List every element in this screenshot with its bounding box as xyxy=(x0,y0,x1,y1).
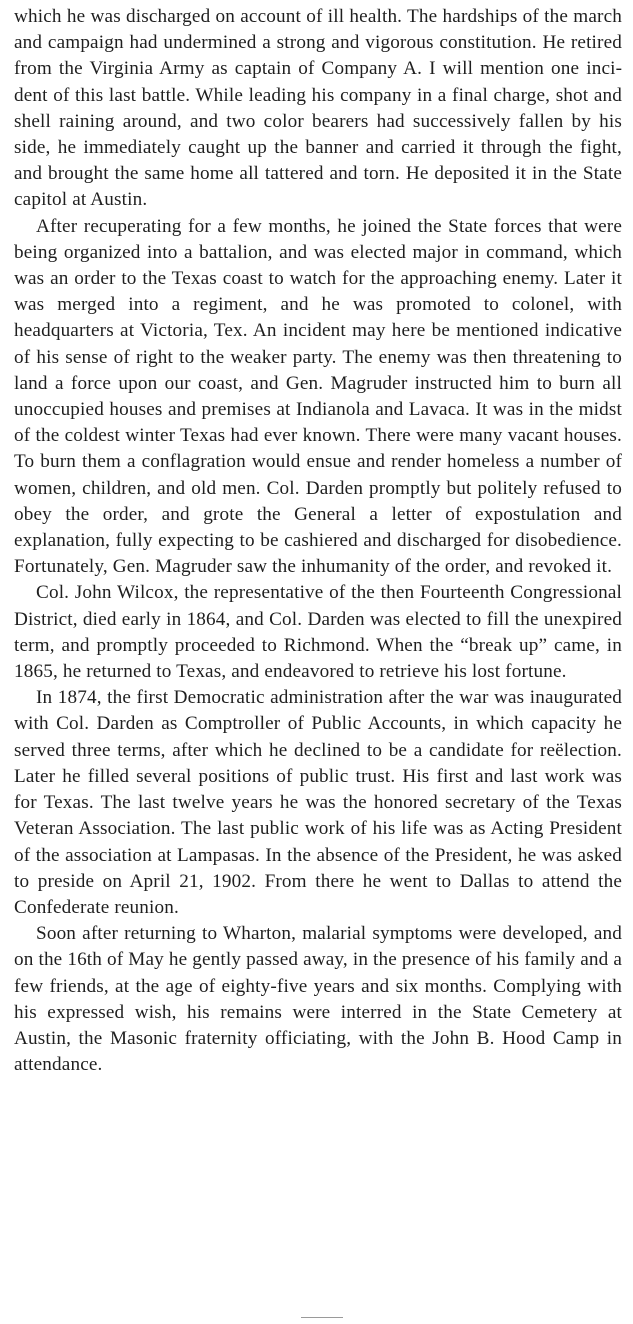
article-body xyxy=(14,4,622,1078)
paragraph-discharge: which he was discharged on account of ill health. The hardships of the march and campaign had undermined a strong and vigorous constitution. He retired from the Virginia Army as captain of Company A. I will mention one incident of this last battle. While leading his company in a final charge, shot and shell raining around, and two color bearers had successively fallen by his side, he immediately caught up the banner and carried it through the fight, and brought the same home all tattered and torn. He deposited it in the State capitol at Austin. xyxy=(14,6,622,211)
paragraph-comptroller: In 1874, the first Democratic administration after the war was inaugurated with Col. Darden as Comptroller of Public Accounts, in which capacity he served three terms, after which he declined to be a candidate for reëlection. Later he filled several positions of public trust. His first and last work was for Texas. The last twelve years he was the honored secretary of the Texas Veteran Association. The last public work of his life was as Acting President of the association at Lampasas. In the absence of the President, he was asked to preside on April 21, 1902. From there he went to Dallas to attend the Confederate reunion. xyxy=(14,687,622,918)
section-divider xyxy=(301,1317,343,1318)
paragraph-congress: Col. John Wilcox, the representative of the then Fourteenth Congressional District, died early in 1864, and Col. Darden was elected to fill the unexpired term, and promptly proceeded to Richmond. When the “break up” came, in 1865, he returned to Texas, and endeavored to retrieve his lost fortune. xyxy=(14,582,622,683)
paragraph-death: Soon after returning to Wharton, malarial symptoms were developed, and on the 16th of May he gently passed away, in the presence of his family and a few friends, at the age of eighty-five years and six months. Complying with his expressed wish, his remains were interred in the State Cemetery at Austin, the Masonic fraternity officiating, with the John B. Hood Camp in attendance. xyxy=(14,923,622,1076)
paragraph-state-forces: After recuperating for a few months, he joined the State forces that were being organized into a battalion, and was elected major in command, which was an order to the Texas coast to watch for the approaching enemy. Later it was merged into a regiment, and he was promoted to colonel, with headquarters at Victoria, Tex. An incident may here be mentioned indicative of his sense of right to the weaker party. The enemy was then threatening to land a force upon our coast, and Gen. Magruder instructed him to burn all unoccupied houses and premises at Indianola and Lavaca. It was in the midst of the coldest winter Texas had ever known. There were many vacant houses. To burn them a conflagration would ensue and render homeless a number of women, children, and old men. Col. Darden promptly but politely refused to obey the order, and grote the General a letter of expostulation and explanation, fully expecting to be cashiered and discharged for disobedience. Fortunately, Gen. Magruder saw the inhumanity of the order, and revoked it. xyxy=(14,215,622,578)
